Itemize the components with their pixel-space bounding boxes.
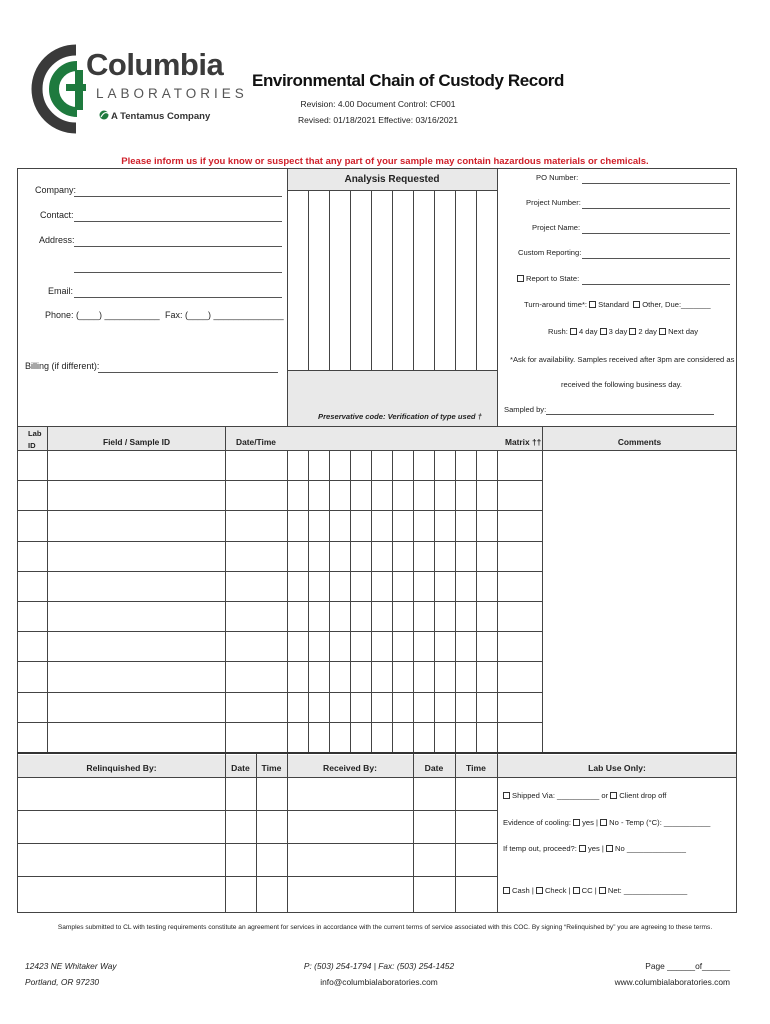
footer-email[interactable]: info@columbialaboratories.com	[320, 977, 438, 987]
custom-reporting-field[interactable]	[582, 258, 730, 259]
temp-yes-label: yes |	[588, 844, 604, 853]
payment-row	[503, 886, 687, 895]
contact-label: Contact:	[40, 210, 74, 220]
sample-row[interactable]	[18, 631, 542, 661]
project-number-field[interactable]	[582, 208, 730, 209]
rush-3-day-label: 3 day	[608, 327, 628, 336]
sample-row-divider	[17, 541, 542, 542]
sample-row[interactable]	[18, 450, 542, 480]
analysis-column-divider	[371, 190, 372, 370]
net-label: Net: _______________	[607, 886, 688, 895]
shipped-via-row	[503, 791, 666, 800]
revision-line: Revision: 4.00 Document Control: CF001	[300, 99, 456, 109]
sample-row-divider	[17, 601, 542, 602]
address-field[interactable]	[74, 246, 282, 247]
rush-next-day-label: Next day	[668, 327, 699, 336]
rush-2-day-checkbox[interactable]	[629, 328, 636, 335]
temp-no-checkbox[interactable]	[606, 845, 613, 852]
sampled-by-label: Sampled by:	[504, 405, 547, 414]
sample-row-divider	[17, 631, 542, 632]
report-to-state-option[interactable]	[517, 274, 579, 283]
sample-row-divider	[17, 722, 542, 723]
address-label: Address:	[39, 235, 75, 245]
shipped-via-checkbox[interactable]	[503, 792, 510, 799]
analysis-column-divider	[476, 190, 477, 370]
analysis-column-divider	[434, 190, 435, 370]
relinquished-time-header: Time	[261, 763, 282, 773]
sample-row-divider	[17, 571, 542, 572]
rush-3-day-checkbox[interactable]	[600, 328, 607, 335]
comments-header: Comments	[617, 437, 662, 447]
rush-4-day-label: 4 day	[578, 327, 598, 336]
sample-row[interactable]	[18, 541, 542, 571]
logo-name: Columbia	[86, 47, 224, 82]
sample-row-divider	[17, 661, 542, 662]
report-to-state-label: Report to State:	[526, 274, 580, 283]
cc-label: CC |	[581, 886, 597, 895]
report-to-state-field[interactable]	[582, 284, 730, 285]
received-by-header: Received By:	[323, 763, 377, 773]
email-field[interactable]	[74, 297, 282, 298]
sample-row-divider	[17, 692, 542, 693]
revised-line: Revised: 01/18/2021 Effective: 03/16/2021	[297, 115, 459, 125]
sample-row[interactable]	[18, 571, 542, 601]
footer-address-1: 12423 NE Whitaker Way	[25, 961, 117, 971]
address-field-2[interactable]	[74, 272, 282, 273]
logo-subtitle: LABORATORIES	[96, 86, 248, 101]
standard-checkbox[interactable]	[589, 301, 596, 308]
cooling-yes-checkbox[interactable]	[573, 819, 580, 826]
analysis-column-divider	[413, 190, 414, 370]
company-field[interactable]	[74, 196, 282, 197]
relinquished-by-header: Relinquished By:	[86, 763, 157, 773]
sample-row[interactable]	[18, 480, 542, 510]
sample-row[interactable]	[18, 661, 542, 691]
other-checkbox[interactable]	[633, 301, 640, 308]
turnaround-row	[524, 300, 711, 309]
analysis-heading: Analysis Requested	[344, 174, 440, 185]
received-time-header: Time	[466, 763, 486, 773]
date-time-header: Date/Time	[236, 437, 276, 447]
sample-row[interactable]	[18, 692, 542, 722]
project-name-label: Project Name:	[532, 223, 581, 232]
rush-row	[548, 327, 698, 336]
analysis-column-divider	[392, 190, 393, 370]
temp-yes-checkbox[interactable]	[579, 845, 586, 852]
preservative-code-label: Preservative code: Verification of type used †	[318, 412, 482, 421]
analysis-column-divider	[308, 190, 309, 370]
cooling-no-checkbox[interactable]	[600, 819, 607, 826]
net-checkbox[interactable]	[599, 887, 606, 894]
client-drop-checkbox[interactable]	[610, 792, 617, 799]
check-checkbox[interactable]	[536, 887, 543, 894]
contact-field[interactable]	[74, 221, 282, 222]
document-title: Environmental Chain of Custody Record	[252, 71, 565, 90]
footer-address-2: Portland, OR 97230	[25, 977, 100, 987]
field-sample-id-header: Field / Sample ID	[102, 437, 171, 447]
shipped-via-label: Shipped Via: __________ or	[512, 791, 609, 800]
sample-row-divider	[17, 480, 542, 481]
availability-note-1: *Ask for availability. Samples received after 3pm are considered as	[510, 355, 735, 364]
cash-checkbox[interactable]	[503, 887, 510, 894]
cooling-yes-label: yes |	[582, 818, 598, 827]
footer-website[interactable]: www.columbialaboratories.com	[614, 977, 730, 987]
received-date-header: Date	[424, 763, 444, 773]
other-label: Other, Due:_______	[642, 300, 711, 309]
rush-label: Rush:	[548, 327, 568, 336]
temp-no-label: No ______________	[615, 844, 686, 853]
lab-use-only-header: Lab Use Only:	[588, 763, 646, 773]
sample-row-divider	[17, 510, 542, 511]
phone-label[interactable]: Phone: (____) ___________	[45, 310, 160, 320]
hazard-warning: Please inform us if you know or suspect that any part of your sample may contain hazardous materials or chemicals.	[121, 156, 649, 167]
cc-checkbox[interactable]	[573, 887, 580, 894]
standard-label: Standard	[598, 300, 629, 309]
turnaround-label: Turn-around time*:	[524, 300, 588, 309]
footer-page-number: Page ______of______	[645, 961, 730, 971]
analysis-column-divider	[329, 190, 330, 370]
cooling-no-label: No - Temp (°C): ___________	[609, 818, 711, 827]
terms-statement: Samples submitted to CL with testing requirements constitute an agreement for services in accordance with the current terms of service associated with this COC. By signing “Relinquished by” you are agreeing to these terms.	[57, 924, 713, 931]
billing-label: Billing (if different):	[25, 361, 100, 371]
sample-row[interactable]	[18, 722, 542, 752]
custom-reporting-label: Custom Reporting:	[518, 248, 582, 257]
analysis-column-divider	[455, 190, 456, 370]
project-number-label: Project Number:	[526, 198, 581, 207]
relinquished-date-header: Date	[231, 763, 250, 773]
fax-label[interactable]: Fax: (____) ______________	[165, 310, 284, 320]
logo-tagline: A Tentamus Company	[111, 111, 211, 122]
company-label: Company:	[35, 185, 77, 195]
billing-field[interactable]	[98, 372, 278, 373]
sampled-by-field[interactable]	[546, 414, 714, 415]
client-drop-label: Client drop off	[619, 791, 667, 800]
rush-next-day-checkbox[interactable]	[659, 328, 666, 335]
cooling-row	[503, 818, 710, 827]
availability-note-2: received the following business day.	[561, 380, 683, 389]
rush-2-day-label: 2 day	[638, 327, 657, 336]
po-number-field[interactable]	[582, 183, 730, 184]
project-name-field[interactable]	[582, 233, 730, 234]
footer-phone-fax: P: (503) 254-1794 | Fax: (503) 254-1452	[303, 961, 455, 971]
temp-out-row	[503, 844, 686, 853]
po-number-label: PO Number:	[536, 173, 579, 182]
cooling-label: Evidence of cooling:	[503, 818, 571, 827]
check-label: Check |	[544, 886, 571, 895]
sample-row[interactable]	[18, 601, 542, 631]
analysis-column-divider	[350, 190, 351, 370]
rush-4-day-checkbox[interactable]	[570, 328, 577, 335]
cash-label: Cash |	[512, 886, 534, 895]
sample-row[interactable]	[18, 510, 542, 540]
temp-out-label: If temp out, proceed?:	[503, 844, 577, 853]
lab-id-header: Lab ID	[28, 429, 42, 450]
report-to-state-checkbox[interactable]	[517, 275, 524, 282]
matrix-header: Matrix ††	[505, 437, 542, 447]
email-label: Email:	[48, 286, 74, 296]
